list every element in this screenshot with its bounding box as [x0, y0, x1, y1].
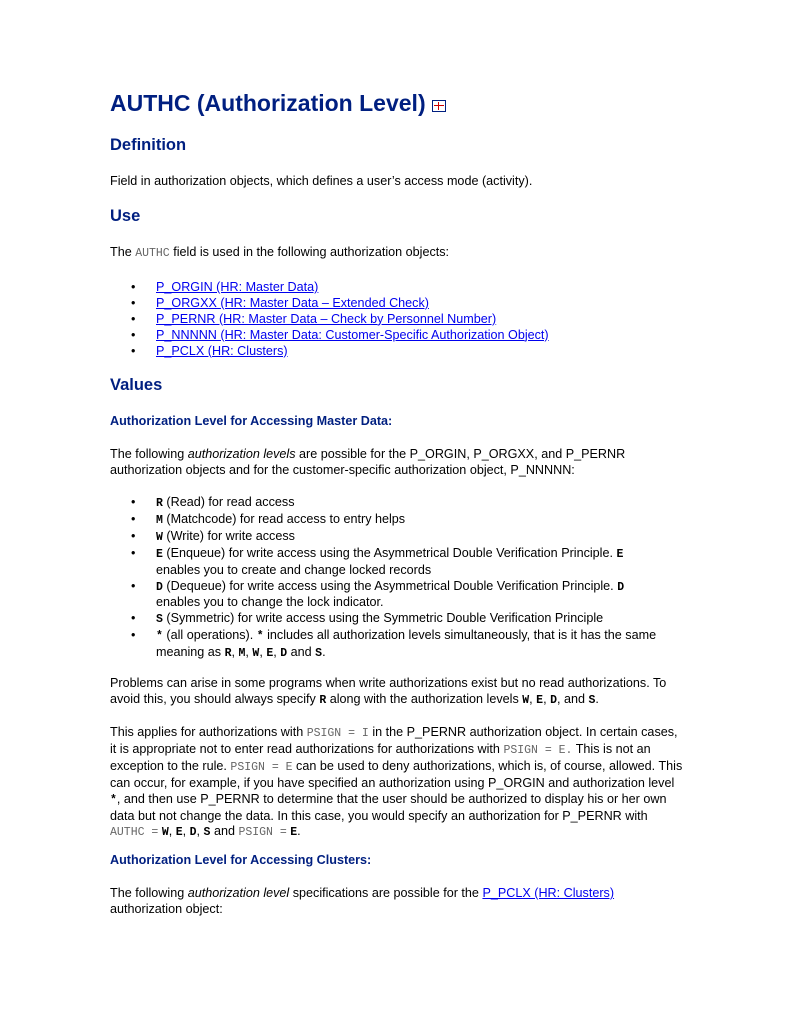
list-item — [110, 312, 670, 328]
link-p-pclx-inline[interactable]: P_PCLX (HR: Clusters) — [482, 886, 615, 900]
link-p-orgxx[interactable]: P_ORGXX (HR: Master Data – Extended Check) — [156, 295, 429, 310]
problems-paragraph: Problems can arise in some programs when write authorizations exist but no read authorizations. To avoid this, you should always specify R along with the authorization levels W, E, D, and S. — [110, 676, 667, 707]
authc-code: AUTHC — [135, 247, 170, 260]
list-item — [110, 344, 670, 360]
list-item: • E (Enqueue) for write access using the Asymmetrical Double Verification Principle. E enables you to create and change locked records — [110, 546, 670, 579]
link-p-pclx[interactable]: P_PCLX (HR: Clusters) — [156, 343, 288, 358]
link-p-pernr[interactable]: P_PERNR (HR: Master Data – Check by Personnel Number) — [156, 311, 497, 326]
list-item: • W (Write) for write access — [110, 529, 670, 546]
list-item: • M (Matchcode) for read access to entry helps — [110, 512, 670, 529]
values-heading: Values — [110, 376, 163, 394]
clusters-paragraph: The following authorization level specifications are possible for the P_PCLX (HR: Clusters) authorization object: — [110, 886, 615, 916]
list-item: • * (all operations). * includes all authorization levels simultaneously, that is it has the same meaning as R, M, W, E, D and S. — [110, 628, 670, 662]
link-p-orgin[interactable]: P_ORGIN (HR: Master Data) — [156, 280, 319, 294]
list-item: • S (Symmetric) for write access using the Symmetric Double Verification Principle — [110, 611, 670, 628]
authorization-object-list — [110, 280, 670, 360]
list-item: • R (Read) for read access — [110, 495, 670, 512]
master-data-subheading: Authorization Level for Accessing Master Data: — [110, 414, 393, 428]
page-title-text: AUTHC (Authorization Level) — [110, 90, 426, 116]
use-intro: The AUTHC field is used in the following authorization objects: — [110, 245, 450, 260]
authorization-levels-list — [110, 495, 670, 662]
clusters-subheading: Authorization Level for Accessing Clusters: — [110, 853, 372, 867]
applies-paragraph: This applies for authorizations with PSIGN = I in the P_PERNR authorization object. In certain cases, it is appropriate not to enter read authorizations for authorizations with PSIGN = E. This is not an exception to the rule. PSIGN = E can be used to deny authorizations, which is, of course, allowed. This can occur, for example, if you have specified an authorization using P_ORGIN and authorization level *, and then use P_PERNR to determine that the user should be authorized to display his or her own data but not change the data. In this case, you would specify an authorization for P_PERNR with AUTHC = W, E, D, S and PSIGN = E. — [110, 725, 683, 840]
list-item: • D (Dequeue) for write access using the Asymmetrical Double Verification Principle. D enables you to change the lock indicator. — [110, 579, 670, 612]
use-heading: Use — [110, 207, 141, 225]
page-title — [110, 90, 446, 117]
expand-collapse-icon[interactable] — [432, 100, 446, 112]
definition-text: Field in authorization objects, which defines a user’s access mode (activity). — [110, 174, 533, 188]
list-item — [110, 280, 670, 296]
levels-intro: The following authorization levels are possible for the P_ORGIN, P_ORGXX, and P_PERNR authorization objects and for the customer-specific authorization object, P_NNNNN: — [110, 447, 626, 477]
link-p-nnnnn[interactable]: P_NNNNN (HR: Master Data: Customer-Specific Authorization Object) — [156, 327, 549, 342]
list-item — [110, 296, 670, 312]
definition-heading: Definition — [110, 136, 187, 154]
list-item — [110, 328, 670, 344]
